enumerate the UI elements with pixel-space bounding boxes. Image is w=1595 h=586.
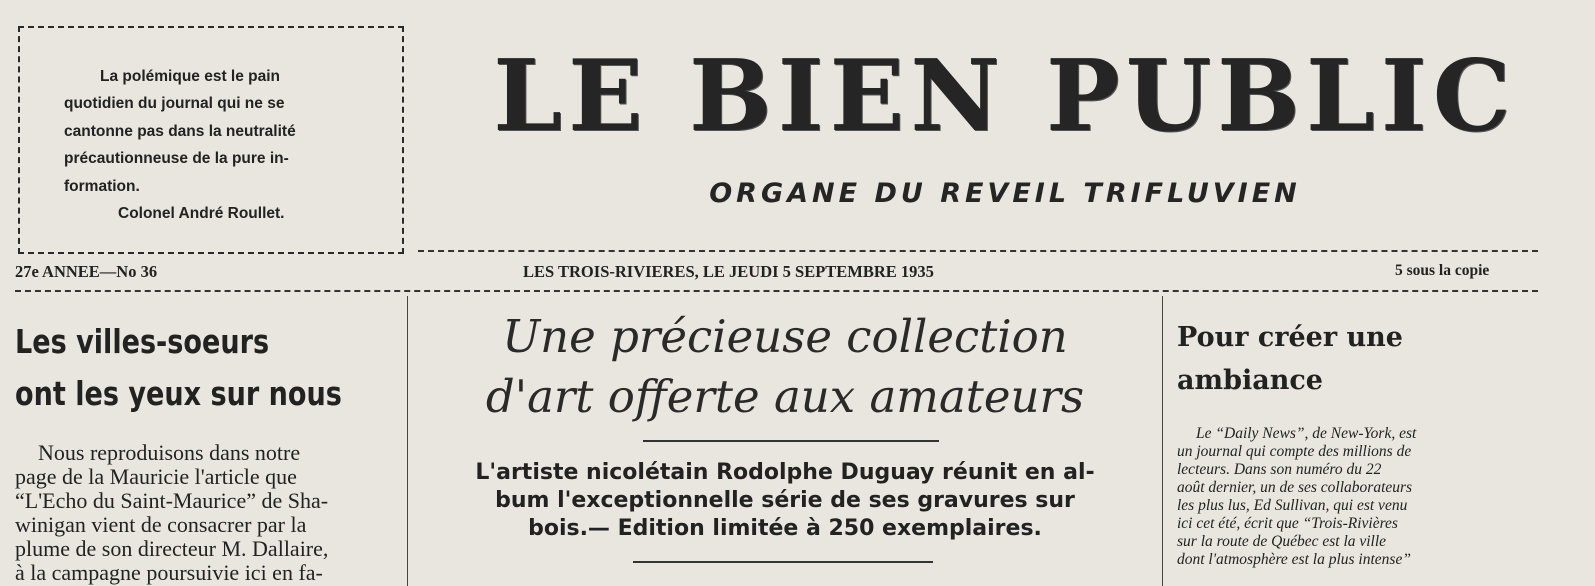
infobar-rule xyxy=(15,290,1538,292)
center-deck-line: bum l'exceptionnelle série de ses gravures sur xyxy=(495,488,1075,513)
masthead-subtitle: ORGANE DU REVEIL TRIFLUVIEN xyxy=(709,178,1301,209)
center-deck-line: bois.— Edition limitée à 250 exemplaires. xyxy=(528,516,1042,541)
right-body-line: sur la route de Québec est la ville xyxy=(1177,533,1387,550)
left-headline: ont les yeux sur nous xyxy=(15,374,342,413)
right-body-line: les plus lus, Ed Sullivan, qui est venu xyxy=(1177,497,1408,514)
masthead-rule xyxy=(418,250,1538,252)
epigraph-line: quotidien du journal qui ne se xyxy=(64,95,285,112)
right-body-line: un journal qui compte des millions de xyxy=(1177,443,1412,460)
epigraph-line: cantonne pas dans la neutralité xyxy=(64,123,296,140)
epigraph-box xyxy=(18,26,404,254)
center-rule xyxy=(633,561,933,563)
left-body-line: à la campagne poursuivie ici en fa- xyxy=(15,560,323,585)
masthead-title: LE BIEN PUBLIC xyxy=(493,39,1517,154)
right-body-line: août dernier, un de ses collaborateurs xyxy=(1177,479,1413,496)
epigraph-line: formation. xyxy=(64,178,140,195)
right-headline: Pour créer une xyxy=(1177,322,1403,353)
center-deck-line: L'artiste nicolétain Rodolphe Duguay réunit en al- xyxy=(475,460,1095,485)
right-headline: ambiance xyxy=(1177,365,1323,396)
left-body-line: winigan vient de consacrer par la xyxy=(15,512,307,537)
dateline: LES TROIS-RIVIERES, LE JEUDI 5 SEPTEMBRE 1935 xyxy=(523,262,934,281)
left-body-line: plume de son directeur M. Dallaire, xyxy=(15,536,329,561)
column-divider xyxy=(1162,296,1163,586)
issue-number: 27e ANNEE—No 36 xyxy=(15,262,158,281)
epigraph-line: précautionneuse de la pure in- xyxy=(64,150,289,167)
right-body-line: Le “Daily News”, de New-York, est xyxy=(1196,425,1417,442)
left-body-line: page de la Mauricie l'article que xyxy=(15,464,297,489)
price: 5 sous la copie xyxy=(1395,262,1490,279)
epigraph-line: La polémique est le pain xyxy=(100,68,281,85)
center-rule xyxy=(643,440,939,442)
center-headline: d'art offerte aux amateurs xyxy=(485,370,1085,423)
left-body-line: “L'Echo du Saint-Maurice” de Sha- xyxy=(15,488,329,513)
epigraph-attribution: Colonel André Roullet. xyxy=(118,205,285,222)
left-headline: Les villes-soeurs xyxy=(15,322,270,361)
right-body-line: lecteurs. Dans son numéro du 22 xyxy=(1177,461,1382,478)
left-body-line: Nous reproduisons dans notre xyxy=(38,440,301,465)
right-body-line: ici cet été, écrit que “Trois-Rivières xyxy=(1177,515,1398,532)
right-body-line: dont l'atmosphère est la plus intense” xyxy=(1177,551,1411,568)
center-headline: Une précieuse collection xyxy=(502,310,1068,363)
